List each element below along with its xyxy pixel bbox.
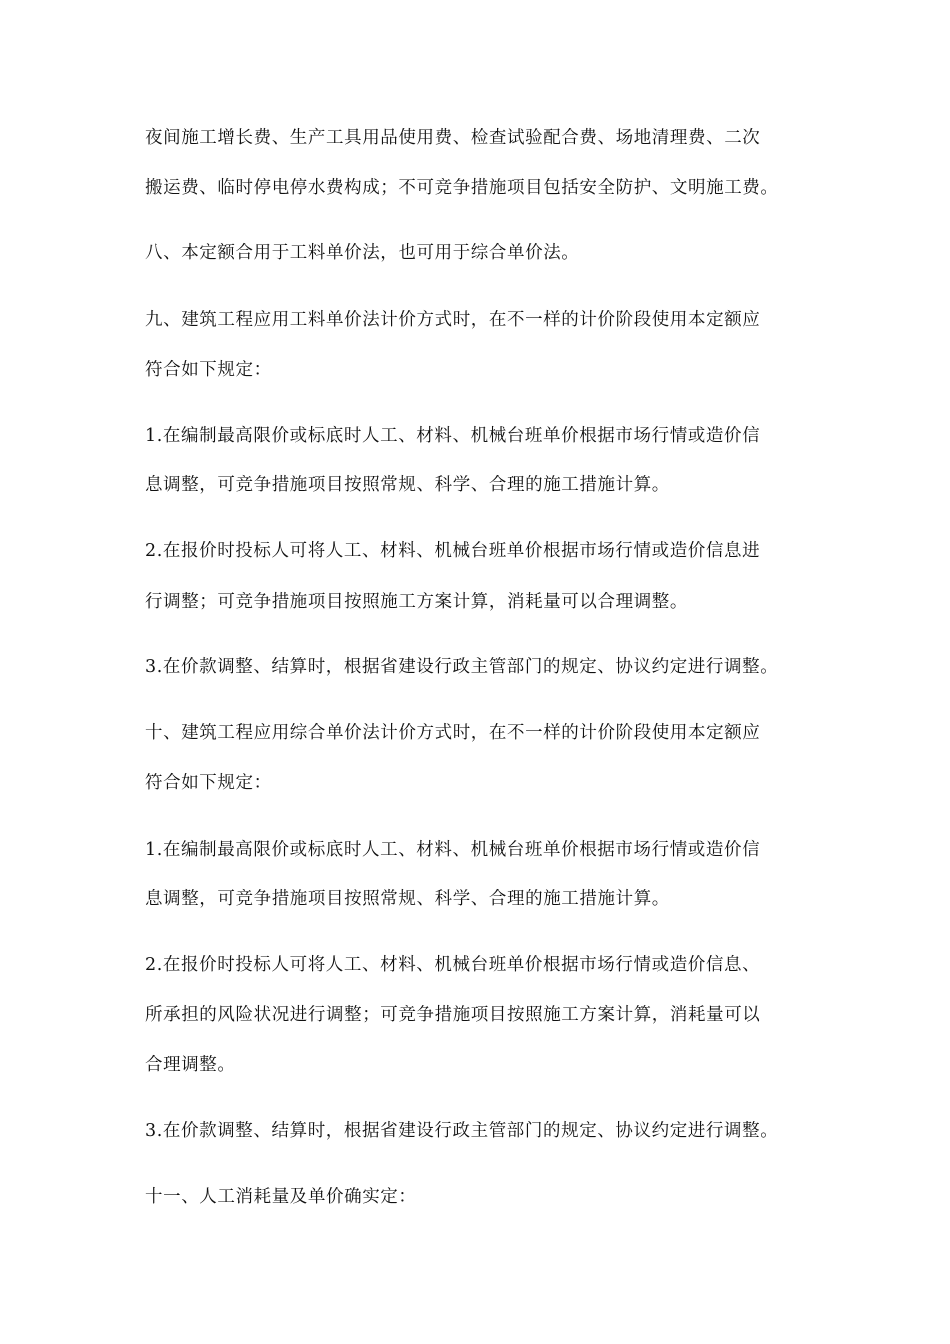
text-line-9: 行调整；可竞争措施项目按照施工方案计算，消耗量可以合理调整。 [145, 592, 688, 612]
text-line-13: 1.在编制最高限价或标底时人工、材料、机械台班单价根据市场行情或造价信 [145, 840, 761, 860]
text-line-10: 3.在价款调整、结算时，根据省建设行政主管部门的规定、协议约定进行调整。 [145, 657, 779, 677]
text-line-2: 搬运费、临时停电停水费构成；不可竞争措施项目包括安全防护、文明施工费。 [145, 178, 779, 198]
text-line-15: 2.在报价时投标人可将人工、材料、机械台班单价根据市场行情或造价信息、 [145, 955, 761, 975]
text-line-6: 1.在编制最高限价或标底时人工、材料、机械台班单价根据市场行情或造价信 [145, 426, 761, 446]
text-line-3: 八、本定额合用于工料单价法，也可用于综合单价法。 [145, 243, 580, 263]
text-line-11: 十、建筑工程应用综合单价法计价方式时，在不一样的计价阶段使用本定额应 [145, 723, 761, 743]
text-line-5: 符合如下规定： [145, 360, 272, 380]
text-line-17: 合理调整。 [145, 1055, 236, 1075]
text-line-12: 符合如下规定： [145, 773, 272, 793]
text-line-18: 3.在价款调整、结算时，根据省建设行政主管部门的规定、协议约定进行调整。 [145, 1121, 779, 1141]
text-line-4: 九、建筑工程应用工料单价法计价方式时，在不一样的计价阶段使用本定额应 [145, 310, 761, 330]
text-line-16: 所承担的风险状况进行调整；可竞争措施项目按照施工方案计算，消耗量可以 [145, 1005, 761, 1025]
text-line-8: 2.在报价时投标人可将人工、材料、机械台班单价根据市场行情或造价信息进 [145, 541, 761, 561]
text-line-1: 夜间施工增长费、生产工具用品使用费、检查试验配合费、场地清理费、二次 [145, 128, 761, 148]
text-line-7: 息调整，可竞争措施项目按照常规、科学、合理的施工措施计算。 [145, 475, 670, 495]
text-line-14: 息调整，可竞争措施项目按照常规、科学、合理的施工措施计算。 [145, 889, 670, 909]
text-line-19: 十一、人工消耗量及单价确实定： [145, 1187, 417, 1207]
